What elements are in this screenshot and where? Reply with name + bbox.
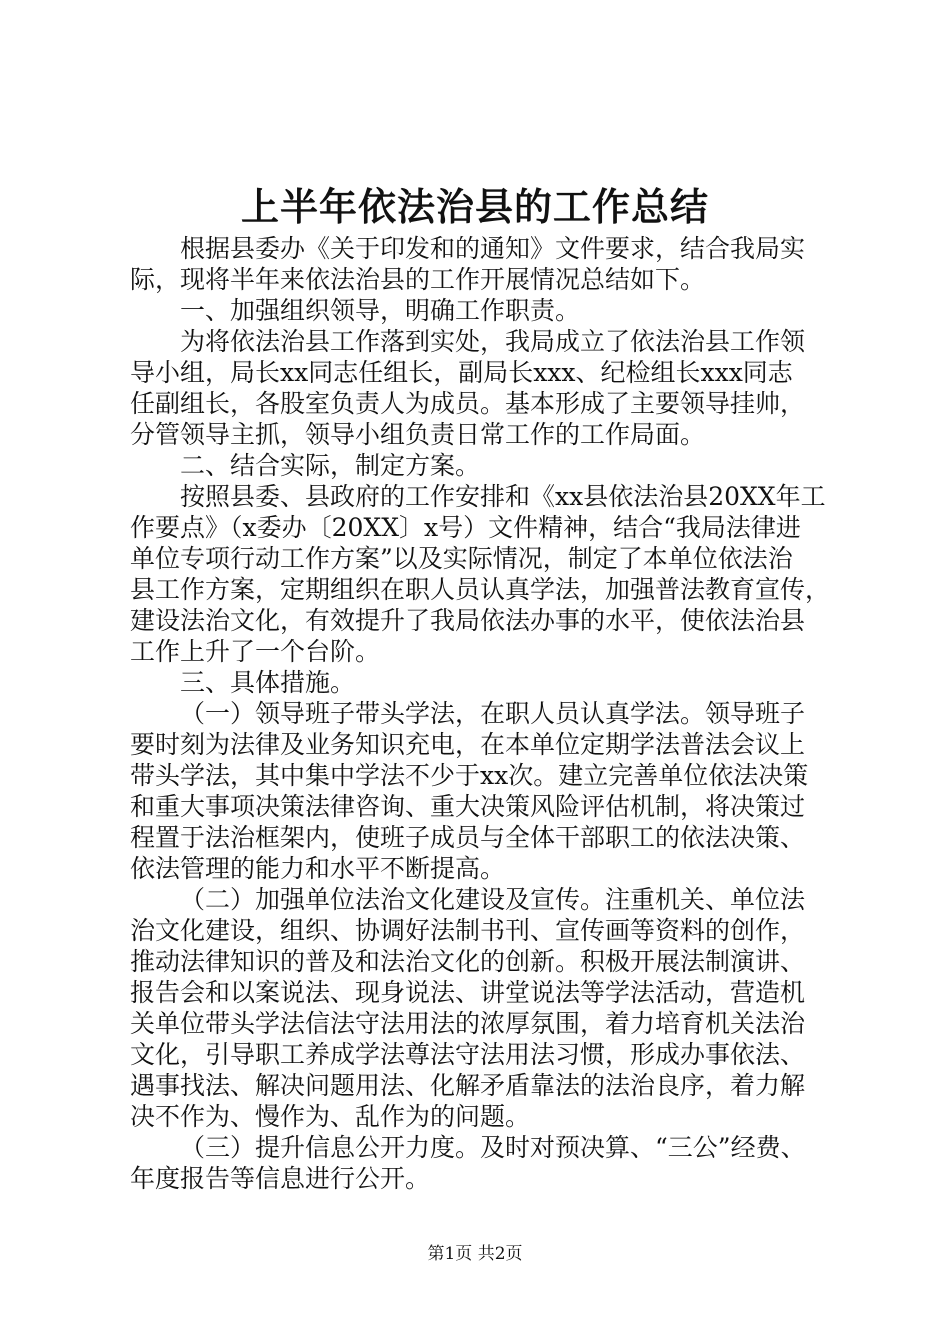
paragraph-line: 决不作为、慢作为、乱作为的问题。 (130, 1102, 531, 1131)
paragraph-line: 际，现将半年来依法治县的工作开展情况总结如下。 (130, 265, 706, 294)
paragraph-line: 带头学法，其中集中学法不少于xx次。建立完善单位依法决策 (130, 761, 809, 790)
paragraph-line: 按照县委、县政府的工作安排和《xx县依法治县20XX年工 (180, 482, 826, 511)
paragraph-line: 程置于法治框架内，使班子成员与全体干部职工的依法决策、 (130, 823, 806, 852)
paragraph-line: 治文化建设，组织、协调好法制书刊、宣传画等资料的创作， (130, 916, 806, 945)
paragraph-line: 遇事找法、解决问题用法、化解矛盾靠法的法治良序，着力解 (130, 1071, 806, 1100)
paragraph-line: 建设法治文化，有效提升了我局依法办事的水平，使依法治县 (130, 606, 806, 635)
paragraph-line: 分管领导主抓，领导小组负责日常工作的工作局面。 (130, 420, 706, 449)
paragraph-line: 要时刻为法律及业务知识充电，在本单位定期学法普法会议上 (130, 730, 806, 759)
paragraph-line: 任副组长，各股室负责人为成员。基本形成了主要领导挂帅， (130, 389, 806, 418)
paragraph-line: （一）领导班子带头学法，在职人员认真学法。领导班子 (180, 699, 806, 728)
section-heading: 一、加强组织领导，明确工作职责。 (180, 296, 581, 325)
paragraph-line: 根据县委办《关于印发和的通知》文件要求，结合我局实 (180, 234, 806, 263)
paragraph-line: 文化，引导职工养成学法尊法守法用法习惯，形成办事依法、 (130, 1040, 806, 1069)
section-heading: 三、具体措施。 (180, 668, 356, 697)
paragraph-line: 和重大事项决策法律咨询、重大决策风险评估机制，将决策过 (130, 792, 806, 821)
paragraph-line: 关单位带头学法信法守法用法的浓厚氛围，着力培育机关法治 (130, 1009, 806, 1038)
paragraph-line: 导小组，局长xx同志任组长，副局长xxx、纪检组长xxx同志 (130, 358, 793, 387)
page-footer: 第1页 共2页 (427, 1244, 523, 1264)
paragraph-line: 依法管理的能力和水平不断提高。 (130, 854, 506, 883)
paragraph-line: 工作上升了一个台阶。 (130, 637, 381, 666)
paragraph-line: 年度报告等信息进行公开。 (130, 1164, 431, 1193)
paragraph-line: 单位专项行动工作方案”以及实际情况，制定了本单位依法治 (130, 544, 793, 573)
document-body (130, 233, 831, 1194)
paragraph-line: 为将依法治县工作落到实处，我局成立了依法治县工作领 (180, 327, 806, 356)
paragraph-line: 推动法律知识的普及和法治文化的创新。积极开展法制演讲、 (130, 947, 806, 976)
paragraph-line: 县工作方案，定期组织在职人员认真学法，加强普法教育宣传， (130, 575, 831, 604)
paragraph-line: 报告会和以案说法、现身说法、讲堂说法等学法活动，营造机 (130, 978, 806, 1007)
paragraph-line: （二）加强单位法治文化建设及宣传。注重机关、单位法 (180, 885, 806, 914)
document-title: 上半年依法治县的工作总结 (240, 184, 709, 229)
paragraph-line: （三）提升信息公开力度。及时对预决算、“三公”经费、 (180, 1133, 806, 1162)
section-heading: 二、结合实际，制定方案。 (180, 451, 481, 480)
paragraph-line: 作要点》（x委办〔20XX〕x号）文件精神，结合“我局法律进 (130, 513, 801, 542)
